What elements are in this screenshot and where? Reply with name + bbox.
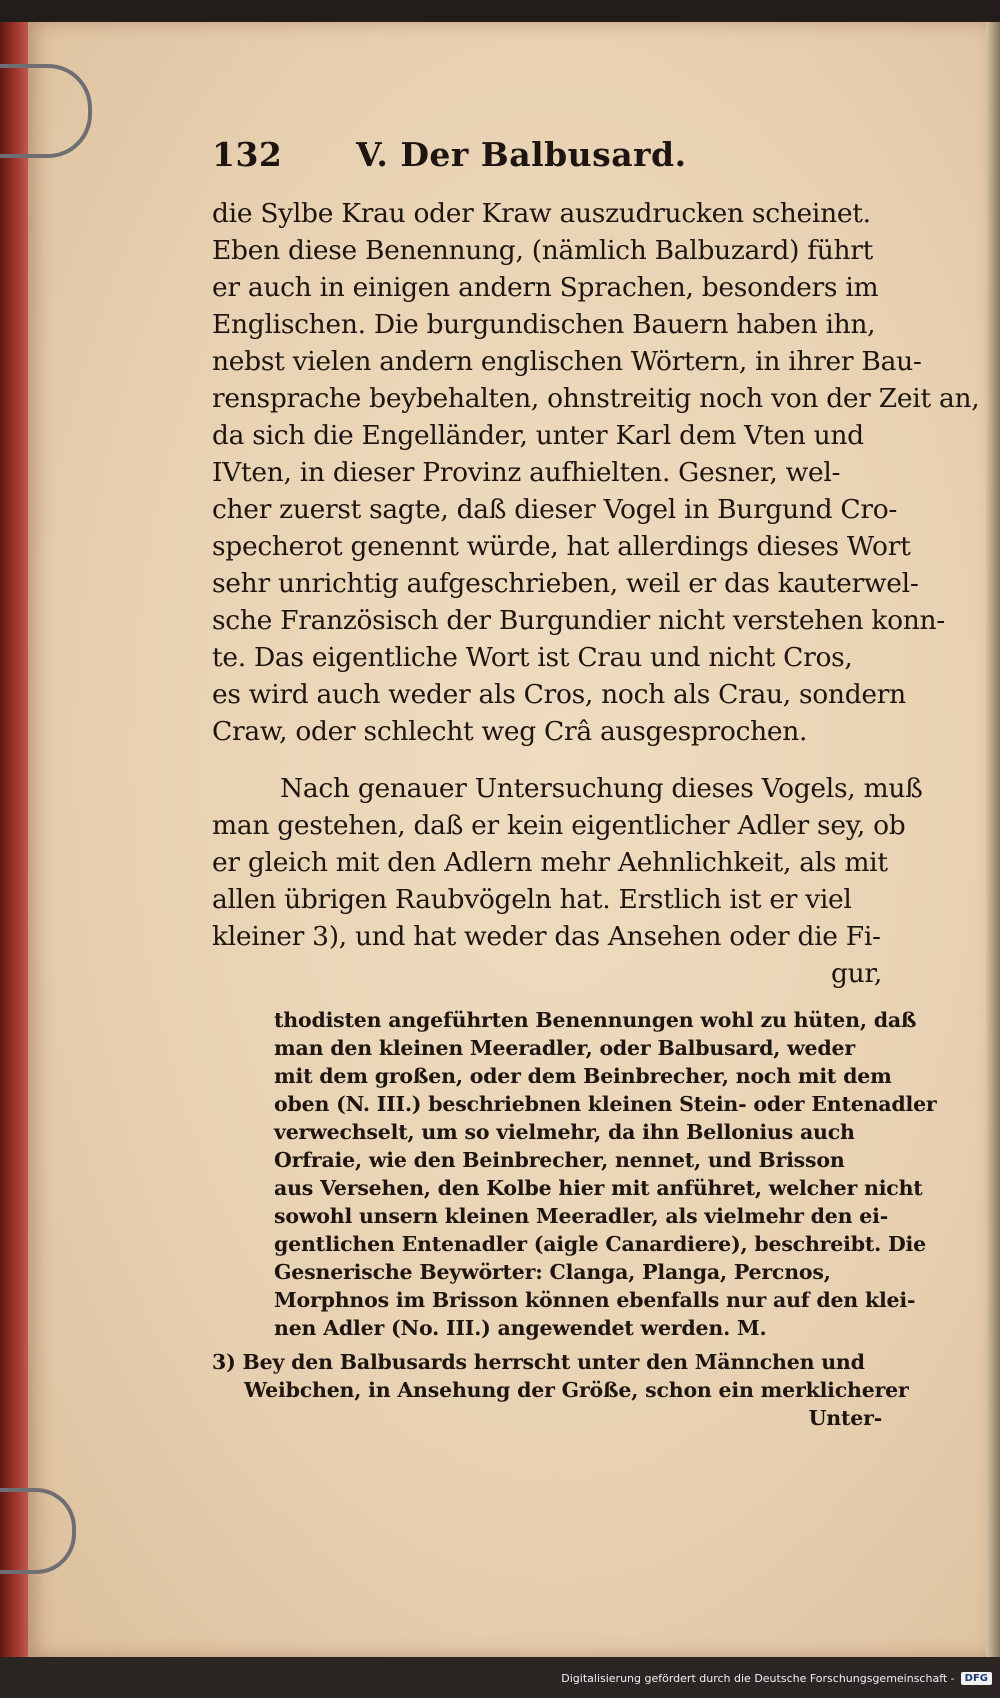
footnote-line: nen Adler (No. III.) angewendet werden. M. — [274, 1316, 767, 1340]
footnote-line: thodisten angeführten Benennungen wohl zu hüten, daß — [274, 1008, 917, 1032]
text-line: te. Das eigentliche Wort ist Crau und nicht Cros, — [212, 642, 853, 673]
running-title: V. Der Balbusard. — [356, 135, 687, 174]
text-line: cher zuerst sagte, daß dieser Vogel in Burgund Cro- — [212, 494, 898, 525]
footnote-line: Weibchen, in Ansehung der Größe, schon ein merklicherer — [244, 1378, 909, 1402]
text-line: Craw, oder schlecht weg Crâ ausgesprochen. — [212, 716, 808, 747]
credit-text: Digitalisierung gefördert durch die Deutsche Forschungsgemeinschaft - — [561, 1671, 955, 1685]
text-line: rensprache beybehalten, ohnstreitig noch von der Zeit an, — [212, 383, 980, 414]
text-line: IVten, in dieser Provinz aufhielten. Gesner, wel- — [212, 457, 841, 488]
page-clip-top — [0, 64, 92, 158]
footnote-line: Orfraie, wie den Beinbrecher, nennet, und Brisson — [274, 1148, 845, 1172]
footnote-line: Gesnerische Beywörter: Clanga, Planga, Percnos, — [274, 1260, 831, 1284]
text-line: nebst vielen andern englischen Wörtern, in ihrer Bau- — [212, 346, 922, 377]
footnote-line: mit dem großen, oder dem Beinbrecher, noch mit dem — [274, 1064, 892, 1088]
page-content — [212, 135, 980, 1432]
text-line: er auch in einigen andern Sprachen, besonders im — [212, 272, 879, 303]
page-number: 132 — [212, 135, 283, 174]
text-line: man gestehen, daß er kein eigentlicher Adler sey, ob — [212, 810, 906, 841]
text-line: die Sylbe Krau oder Kraw auszudrucken scheinet. — [212, 198, 871, 229]
text-line: Englischen. Die burgundischen Bauern haben ihn, — [212, 309, 876, 340]
top-margin — [0, 0, 1000, 22]
main-text — [212, 195, 980, 992]
text-line: es wird auch weder als Cros, noch als Crau, sondern — [212, 679, 906, 710]
footnote-continued — [274, 1006, 937, 1342]
text-line: Nach genauer Untersuchung dieses Vogels, muß — [280, 773, 923, 804]
text-line: sche Französisch der Burgundier nicht verstehen konn- — [212, 605, 945, 636]
footnote-3 — [212, 1348, 909, 1432]
digitization-credit — [561, 1664, 992, 1692]
footnote-line: 3) Bey den Balbusards herrscht unter den Männchen und — [212, 1350, 865, 1374]
text-line: specherot genennt würde, hat allerdings dieses Wort — [212, 531, 911, 562]
footnote-catchword: Unter- — [808, 1406, 882, 1430]
paragraph-2 — [212, 770, 923, 992]
text-line: er gleich mit den Adlern mehr Aehnlichkeit, als mit — [212, 847, 888, 878]
catchword: gur, — [830, 958, 882, 989]
text-line: allen übrigen Raubvögeln hat. Erstlich ist er viel — [212, 884, 852, 915]
paragraph-1 — [212, 195, 980, 750]
page-clip-bottom — [0, 1488, 76, 1574]
footnotes — [212, 1006, 937, 1432]
footnote-line: sowohl unsern kleinen Meeradler, als vielmehr den ei- — [274, 1204, 889, 1228]
text-line: sehr unrichtig aufgeschrieben, weil er das kauterwel- — [212, 568, 919, 599]
text-line: kleiner 3), und hat weder das Ansehen oder die Fi- — [212, 921, 881, 952]
footnote-line: Morphnos im Brisson können ebenfalls nur auf den klei- — [274, 1288, 916, 1312]
footnote-line: man den kleinen Meeradler, oder Balbusard, weder — [274, 1036, 855, 1060]
page-header — [212, 135, 882, 187]
footnote-line: oben (N. III.) beschriebnen kleinen Stein- oder Entenadler — [274, 1092, 937, 1116]
dfg-logo: DFG — [961, 1672, 992, 1685]
text-line: da sich die Engelländer, unter Karl dem Vten und — [212, 420, 864, 451]
footnote-line: verwechselt, um so vielmehr, da ihn Bellonius auch — [274, 1120, 855, 1144]
footnote-line: gentlichen Entenadler (aigle Canardiere), beschreibt. Die — [274, 1232, 926, 1256]
text-line: Eben diese Benennung, (nämlich Balbuzard) führt — [212, 235, 874, 266]
book-edge-right — [986, 22, 1000, 1657]
footnote-line: aus Versehen, den Kolbe hier mit anführet, welcher nicht — [274, 1176, 923, 1200]
